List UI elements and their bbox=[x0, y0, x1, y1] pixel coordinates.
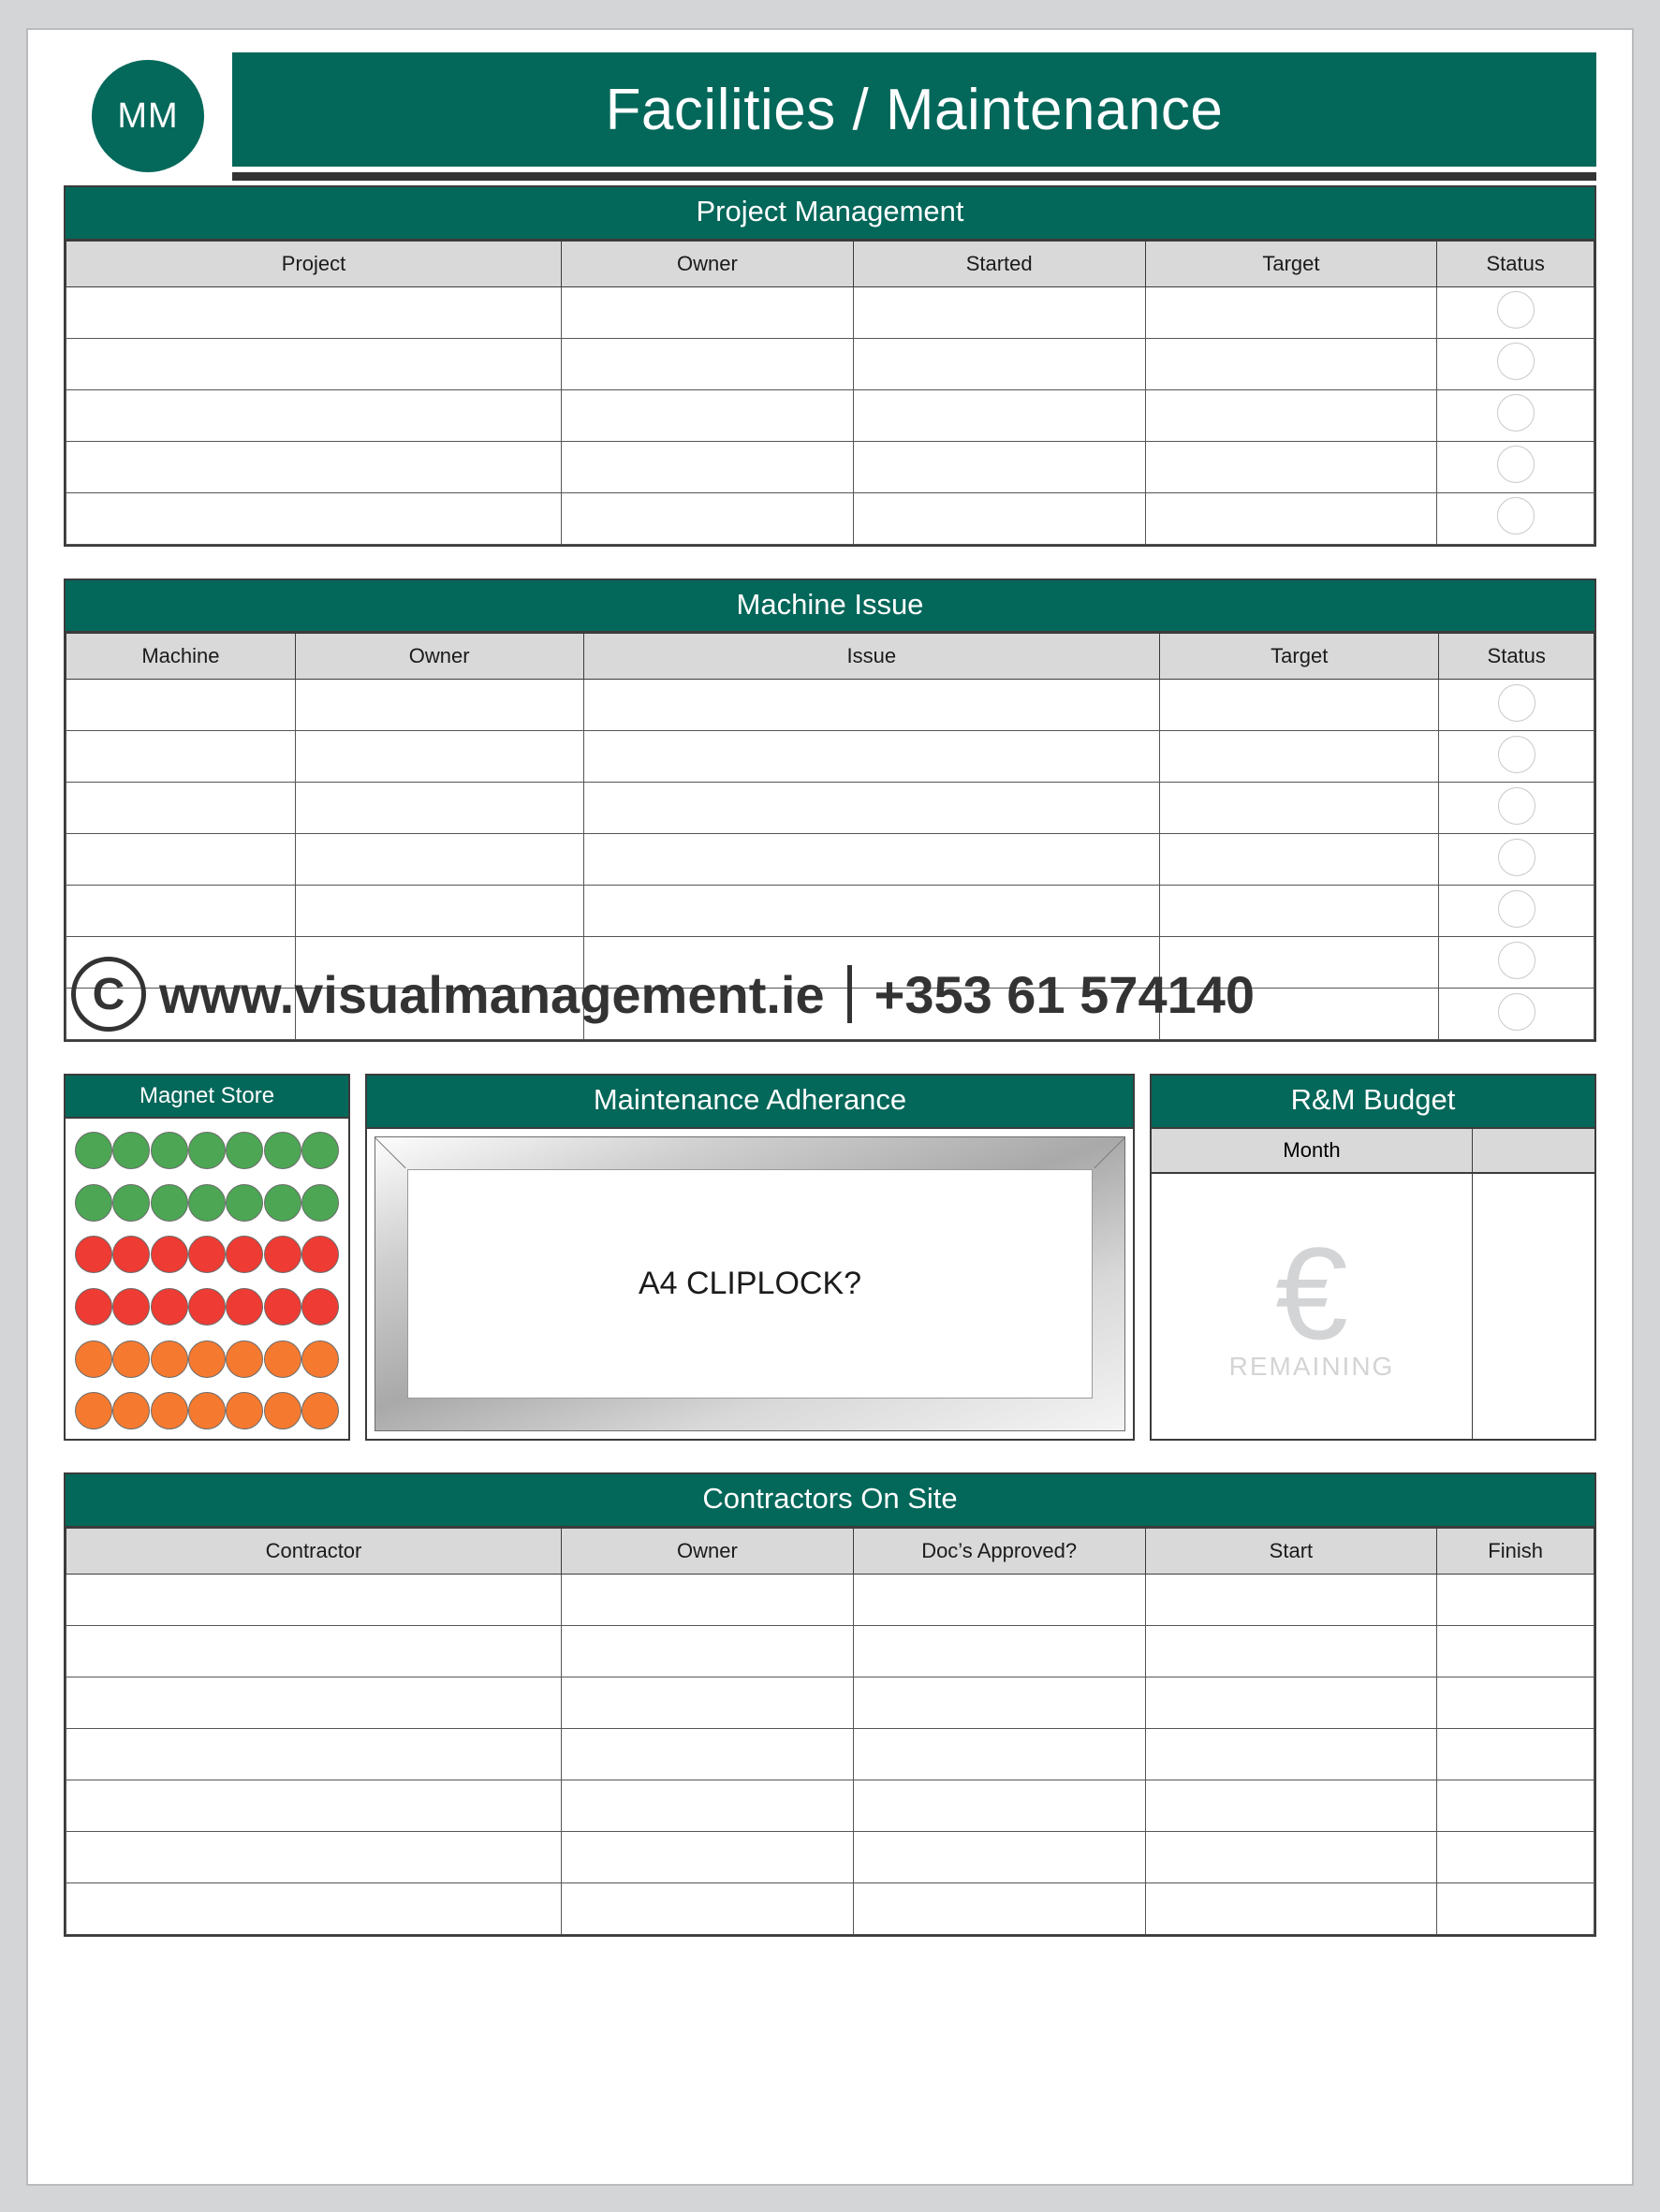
cell-started[interactable] bbox=[853, 338, 1145, 389]
magnet-row-4 bbox=[75, 1288, 339, 1326]
spacer bbox=[64, 1441, 1596, 1472]
magnet-red[interactable] bbox=[151, 1288, 188, 1326]
cell-issue[interactable] bbox=[583, 731, 1160, 783]
status-circle-icon[interactable] bbox=[1497, 497, 1535, 535]
contractors-on-site-panel bbox=[64, 1472, 1596, 1937]
cell-docs[interactable] bbox=[853, 1625, 1145, 1677]
rm-budget-body bbox=[1152, 1129, 1594, 1439]
table-row[interactable] bbox=[66, 1728, 1594, 1780]
col-started: Started bbox=[853, 241, 1145, 286]
cell-owner[interactable] bbox=[562, 492, 854, 544]
table-row[interactable] bbox=[66, 937, 1594, 989]
project-management-table bbox=[66, 241, 1594, 545]
remaining-label: REMAINING bbox=[1228, 1351, 1395, 1381]
table-header-row bbox=[66, 1528, 1594, 1574]
cell-finish[interactable] bbox=[1437, 1831, 1594, 1882]
magnet-red[interactable] bbox=[226, 1236, 263, 1273]
cell-owner[interactable] bbox=[562, 1780, 854, 1831]
col-docs-approved: Doc’s Approved? bbox=[853, 1528, 1145, 1574]
rm-budget-header-row bbox=[1152, 1129, 1594, 1174]
page-title: Facilities / Maintenance bbox=[232, 52, 1596, 167]
table-row[interactable] bbox=[66, 492, 1594, 544]
spacer bbox=[64, 1042, 1596, 1074]
watermark-website: www.visualmanagement.ie bbox=[159, 964, 825, 1024]
cell-contractor[interactable] bbox=[66, 1831, 562, 1882]
magnet-red[interactable] bbox=[188, 1236, 226, 1273]
table-row[interactable] bbox=[66, 1780, 1594, 1831]
watermark-phone: +353 61 574140 bbox=[874, 964, 1256, 1024]
magnet-green[interactable] bbox=[112, 1184, 150, 1222]
cell-target[interactable] bbox=[1145, 286, 1437, 338]
status-circle-icon[interactable] bbox=[1498, 787, 1535, 825]
cell-started[interactable] bbox=[853, 286, 1145, 338]
cell-finish[interactable] bbox=[1437, 1728, 1594, 1780]
magnet-green[interactable] bbox=[75, 1132, 112, 1169]
col-start: Start bbox=[1145, 1528, 1437, 1574]
magnet-red[interactable] bbox=[264, 1236, 301, 1273]
cell-contractor[interactable] bbox=[66, 1882, 562, 1934]
machine-issue-panel bbox=[64, 579, 1596, 1043]
rm-budget-title: R&M Budget bbox=[1152, 1076, 1594, 1129]
col-target: Target bbox=[1160, 634, 1439, 680]
magnet-green[interactable] bbox=[226, 1184, 263, 1222]
cell-docs[interactable] bbox=[853, 1780, 1145, 1831]
cell-issue[interactable] bbox=[583, 680, 1160, 731]
cell-status[interactable] bbox=[1437, 492, 1594, 544]
cell-machine[interactable] bbox=[66, 731, 296, 783]
magnet-red[interactable] bbox=[75, 1288, 112, 1326]
magnet-red[interactable] bbox=[301, 1288, 339, 1326]
magnet-green[interactable] bbox=[112, 1132, 150, 1169]
cell-owner[interactable] bbox=[295, 886, 583, 937]
cell-project[interactable] bbox=[66, 441, 562, 492]
col-status: Status bbox=[1439, 634, 1594, 680]
magnet-orange[interactable] bbox=[188, 1392, 226, 1429]
cell-owner[interactable] bbox=[295, 680, 583, 731]
cell-finish[interactable] bbox=[1437, 1625, 1594, 1677]
cell-project[interactable] bbox=[66, 492, 562, 544]
magnet-store-body bbox=[66, 1119, 348, 1439]
cell-status[interactable] bbox=[1439, 989, 1594, 1040]
project-management-panel bbox=[64, 185, 1596, 547]
cell-owner[interactable] bbox=[562, 441, 854, 492]
table-row[interactable] bbox=[66, 1831, 1594, 1882]
cell-issue[interactable] bbox=[583, 989, 1160, 1040]
cell-machine[interactable] bbox=[66, 783, 296, 834]
magnet-orange[interactable] bbox=[112, 1340, 150, 1378]
cell-finish[interactable] bbox=[1437, 1574, 1594, 1625]
magnet-red[interactable] bbox=[226, 1288, 263, 1326]
cell-status[interactable] bbox=[1439, 834, 1594, 886]
title-column bbox=[232, 47, 1596, 181]
cell-owner[interactable] bbox=[562, 1625, 854, 1677]
magnet-orange[interactable] bbox=[264, 1340, 301, 1378]
status-circle-icon[interactable] bbox=[1498, 684, 1535, 722]
cell-owner[interactable] bbox=[562, 1831, 854, 1882]
table-header-row bbox=[66, 241, 1594, 286]
cell-machine[interactable] bbox=[66, 937, 296, 989]
cell-start[interactable] bbox=[1145, 1625, 1437, 1677]
cell-start[interactable] bbox=[1145, 1728, 1437, 1780]
cell-owner[interactable] bbox=[562, 1574, 854, 1625]
project-management-body bbox=[66, 286, 1594, 544]
cell-project[interactable] bbox=[66, 389, 562, 441]
cell-docs[interactable] bbox=[853, 1574, 1145, 1625]
table-row[interactable] bbox=[66, 389, 1594, 441]
cell-start[interactable] bbox=[1145, 1677, 1437, 1728]
cell-start[interactable] bbox=[1145, 1574, 1437, 1625]
cell-target[interactable] bbox=[1160, 886, 1439, 937]
cell-finish[interactable] bbox=[1437, 1882, 1594, 1934]
cell-target[interactable] bbox=[1145, 389, 1437, 441]
magnet-row-2 bbox=[75, 1184, 339, 1222]
magnet-orange[interactable] bbox=[151, 1392, 188, 1429]
table-row[interactable] bbox=[66, 338, 1594, 389]
cell-owner[interactable] bbox=[295, 937, 583, 989]
magnet-orange[interactable] bbox=[188, 1340, 226, 1378]
spacer bbox=[64, 547, 1596, 579]
document-frame bbox=[375, 1136, 1125, 1431]
cell-contractor[interactable] bbox=[66, 1574, 562, 1625]
magnet-green[interactable] bbox=[301, 1184, 339, 1222]
rm-budget-panel bbox=[1150, 1074, 1596, 1441]
cell-target[interactable] bbox=[1160, 731, 1439, 783]
magnet-store-panel bbox=[64, 1074, 350, 1441]
col-owner: Owner bbox=[562, 241, 854, 286]
cell-docs[interactable] bbox=[853, 1831, 1145, 1882]
cell-owner[interactable] bbox=[295, 834, 583, 886]
cell-machine[interactable] bbox=[66, 680, 296, 731]
magnet-green[interactable] bbox=[188, 1184, 226, 1222]
frame-placeholder-text[interactable]: A4 CLIPLOCK? bbox=[407, 1169, 1093, 1399]
col-target: Target bbox=[1145, 241, 1437, 286]
logo-container bbox=[64, 47, 232, 185]
cell-contractor[interactable] bbox=[66, 1780, 562, 1831]
cell-project[interactable] bbox=[66, 338, 562, 389]
cell-status[interactable] bbox=[1439, 886, 1594, 937]
cell-owner[interactable] bbox=[562, 338, 854, 389]
col-issue: Issue bbox=[583, 634, 1160, 680]
machine-issue-body bbox=[66, 680, 1594, 1040]
cell-start[interactable] bbox=[1145, 1882, 1437, 1934]
table-row[interactable] bbox=[66, 886, 1594, 937]
magnet-orange[interactable] bbox=[151, 1340, 188, 1378]
cell-started[interactable] bbox=[853, 441, 1145, 492]
magnet-row-1 bbox=[75, 1132, 339, 1169]
magnet-green[interactable] bbox=[151, 1184, 188, 1222]
status-circle-icon[interactable] bbox=[1497, 446, 1535, 483]
magnet-green[interactable] bbox=[75, 1184, 112, 1222]
magnet-orange[interactable] bbox=[301, 1392, 339, 1429]
status-circle-icon[interactable] bbox=[1498, 890, 1535, 928]
cell-target[interactable] bbox=[1160, 834, 1439, 886]
cell-status[interactable] bbox=[1439, 731, 1594, 783]
magnet-green[interactable] bbox=[264, 1132, 301, 1169]
project-management-title: Project Management bbox=[66, 187, 1594, 241]
cell-machine[interactable] bbox=[66, 989, 296, 1040]
table-row[interactable] bbox=[66, 989, 1594, 1040]
cell-owner[interactable] bbox=[295, 783, 583, 834]
cell-target[interactable] bbox=[1160, 989, 1439, 1040]
magnet-orange[interactable] bbox=[75, 1340, 112, 1378]
contractors-on-site-body bbox=[66, 1574, 1594, 1934]
machine-issue-table bbox=[66, 633, 1594, 1040]
middle-panels-row bbox=[64, 1074, 1596, 1441]
mm-logo-icon: MM bbox=[92, 60, 204, 172]
status-circle-icon[interactable] bbox=[1498, 993, 1535, 1031]
status-circle-icon[interactable] bbox=[1497, 394, 1535, 432]
magnet-row-5 bbox=[75, 1340, 339, 1378]
magnet-red[interactable] bbox=[75, 1236, 112, 1273]
magnet-green[interactable] bbox=[301, 1132, 339, 1169]
table-row[interactable] bbox=[66, 680, 1594, 731]
table-row[interactable] bbox=[66, 1882, 1594, 1934]
col-month: Month bbox=[1152, 1129, 1473, 1172]
magnet-orange[interactable] bbox=[75, 1392, 112, 1429]
table-row[interactable] bbox=[66, 441, 1594, 492]
header-divider bbox=[232, 169, 1596, 181]
cell-target[interactable] bbox=[1145, 441, 1437, 492]
cell-owner[interactable] bbox=[562, 1728, 854, 1780]
table-row[interactable] bbox=[66, 1677, 1594, 1728]
euro-icon: € bbox=[1275, 1219, 1348, 1367]
cell-started[interactable] bbox=[853, 389, 1145, 441]
cell-status[interactable] bbox=[1439, 937, 1594, 989]
cell-target[interactable] bbox=[1145, 338, 1437, 389]
cell-project[interactable] bbox=[66, 286, 562, 338]
board-surface bbox=[26, 28, 1634, 2186]
table-row[interactable] bbox=[66, 834, 1594, 886]
cell-owner[interactable] bbox=[295, 989, 583, 1040]
cell-issue[interactable] bbox=[583, 937, 1160, 989]
col-owner: Owner bbox=[562, 1528, 854, 1574]
cell-docs[interactable] bbox=[853, 1677, 1145, 1728]
cell-docs[interactable] bbox=[853, 1882, 1145, 1934]
col-finish: Finish bbox=[1437, 1528, 1594, 1574]
status-circle-icon[interactable] bbox=[1498, 736, 1535, 773]
magnet-red[interactable] bbox=[112, 1288, 150, 1326]
cell-status[interactable] bbox=[1439, 680, 1594, 731]
cell-target[interactable] bbox=[1145, 492, 1437, 544]
cell-contractor[interactable] bbox=[66, 1677, 562, 1728]
cell-contractor[interactable] bbox=[66, 1728, 562, 1780]
table-row[interactable] bbox=[66, 286, 1594, 338]
cell-start[interactable] bbox=[1145, 1780, 1437, 1831]
magnet-store-title: Magnet Store bbox=[66, 1076, 348, 1119]
cell-target[interactable] bbox=[1160, 783, 1439, 834]
table-row[interactable] bbox=[66, 1574, 1594, 1625]
cell-start[interactable] bbox=[1145, 1831, 1437, 1882]
cell-owner[interactable] bbox=[295, 731, 583, 783]
status-circle-icon[interactable] bbox=[1498, 942, 1535, 979]
machine-issue-title: Machine Issue bbox=[66, 580, 1594, 634]
magnet-row-3 bbox=[75, 1236, 339, 1273]
table-row[interactable] bbox=[66, 783, 1594, 834]
cell-status[interactable] bbox=[1437, 441, 1594, 492]
cell-contractor[interactable] bbox=[66, 1625, 562, 1677]
magnet-red[interactable] bbox=[151, 1236, 188, 1273]
status-circle-icon[interactable] bbox=[1497, 343, 1535, 380]
col-contractor: Contractor bbox=[66, 1528, 562, 1574]
rm-budget-cells bbox=[1152, 1174, 1594, 1439]
col-blank bbox=[1473, 1129, 1594, 1172]
col-owner: Owner bbox=[295, 634, 583, 680]
budget-value-cell[interactable] bbox=[1473, 1174, 1594, 1439]
cell-status[interactable] bbox=[1437, 389, 1594, 441]
cell-started[interactable] bbox=[853, 492, 1145, 544]
cell-target[interactable] bbox=[1160, 937, 1439, 989]
budget-remaining-display[interactable] bbox=[1152, 1174, 1473, 1439]
cell-status[interactable] bbox=[1437, 286, 1594, 338]
cell-status[interactable] bbox=[1439, 783, 1594, 834]
col-machine: Machine bbox=[66, 634, 296, 680]
cell-owner[interactable] bbox=[562, 389, 854, 441]
magnet-orange[interactable] bbox=[264, 1392, 301, 1429]
col-project: Project bbox=[66, 241, 562, 286]
cell-issue[interactable] bbox=[583, 886, 1160, 937]
magnet-red[interactable] bbox=[188, 1288, 226, 1326]
cell-finish[interactable] bbox=[1437, 1677, 1594, 1728]
cell-machine[interactable] bbox=[66, 886, 296, 937]
table-row[interactable] bbox=[66, 731, 1594, 783]
table-header-row bbox=[66, 634, 1594, 680]
contractors-on-site-title: Contractors On Site bbox=[66, 1474, 1594, 1528]
page-header bbox=[64, 47, 1596, 185]
magnet-red[interactable] bbox=[264, 1288, 301, 1326]
cell-owner[interactable] bbox=[562, 1882, 854, 1934]
magnet-green[interactable] bbox=[264, 1184, 301, 1222]
cell-machine[interactable] bbox=[66, 834, 296, 886]
copyright-icon: C bbox=[71, 957, 146, 1032]
cell-docs[interactable] bbox=[853, 1728, 1145, 1780]
magnet-green[interactable] bbox=[151, 1132, 188, 1169]
magnet-orange[interactable] bbox=[226, 1392, 263, 1429]
magnet-green[interactable] bbox=[226, 1132, 263, 1169]
maintenance-adherance-panel bbox=[365, 1074, 1135, 1441]
cell-issue[interactable] bbox=[583, 834, 1160, 886]
magnet-red[interactable] bbox=[301, 1236, 339, 1273]
table-row[interactable] bbox=[66, 1625, 1594, 1677]
cell-target[interactable] bbox=[1160, 680, 1439, 731]
cell-finish[interactable] bbox=[1437, 1780, 1594, 1831]
magnet-green[interactable] bbox=[188, 1132, 226, 1169]
magnet-orange[interactable] bbox=[112, 1392, 150, 1429]
status-circle-icon[interactable] bbox=[1497, 291, 1535, 329]
magnet-orange[interactable] bbox=[226, 1340, 263, 1378]
cell-issue[interactable] bbox=[583, 783, 1160, 834]
magnet-red[interactable] bbox=[112, 1236, 150, 1273]
maintenance-adherance-title: Maintenance Adherance bbox=[367, 1076, 1133, 1129]
cell-status[interactable] bbox=[1437, 338, 1594, 389]
cell-owner[interactable] bbox=[562, 286, 854, 338]
status-circle-icon[interactable] bbox=[1498, 839, 1535, 876]
cell-owner[interactable] bbox=[562, 1677, 854, 1728]
magnet-orange[interactable] bbox=[301, 1340, 339, 1378]
contractors-on-site-table bbox=[66, 1528, 1594, 1935]
magnet-row-6 bbox=[75, 1392, 339, 1429]
col-status: Status bbox=[1437, 241, 1594, 286]
